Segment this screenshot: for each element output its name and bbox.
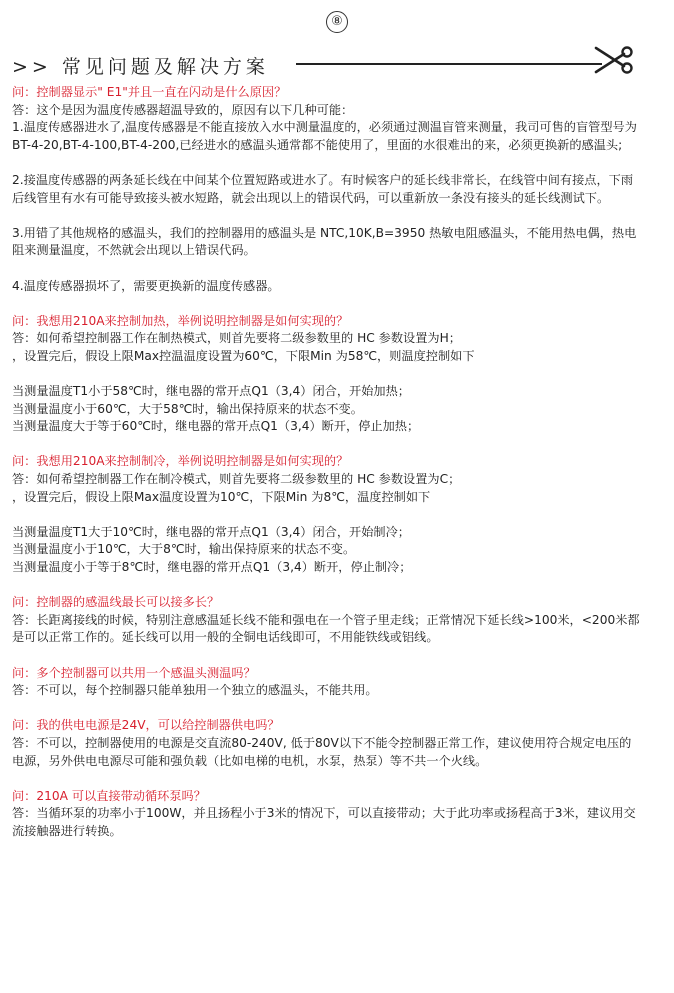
faq-answer: 答：当循环泵的功率小于100W，并且扬程小于3米的情况下，可以直接带动；大于此功率或扬程高于3米，建议用交流接触器进行转换。 (12, 806, 636, 838)
faq-answer: 当测量温度小于60℃，大于58℃时，输出保持原来的状态不变。 (12, 401, 363, 416)
faq-answer: 答：这个是因为温度传感器超温导致的，原因有以下几种可能： (12, 102, 354, 117)
paragraph-gap (12, 770, 640, 788)
faq-answer: 答：如何希望控制器工作在制冷模式，则首先要将二级参数里的 HC 参数设置为C； (12, 472, 461, 487)
faq-answer: ，设置完后，假设上限Max温度设置为10℃，下限Min 为8℃，温度控制如下 (12, 489, 431, 504)
faq-answer: 答：不可以，每个控制器只能单独用一个独立的感温头，不能共用。 (12, 683, 378, 698)
faq-answer: 3.用错了其他规格的感温头，我们的控制器用的感温头是 NTC,10K,B=3950 热敏电阻感温头，不能用热电偶，热电阻来测量温度，不然就会出现以上错误代码。 (12, 225, 637, 258)
faq-answer: 答：不可以，控制器使用的电源是交直流80-240V, 低于80V以下不能令控制器正常工作，建议使用符合规定电压的电源，另外供电电源尽可能和强负载（比如电梯的电机，水泵，热泵）等不共一个火线。 (12, 735, 632, 768)
faq-question: 问：我想用210A来控制制冷，举例说明控制器是如何实现的？ (12, 454, 349, 469)
scissors-icon (594, 44, 634, 76)
faq-answer: 当测量温度T1大于10℃时，继电器的常开点Q1（3,4）闭合，开始制冷； (12, 524, 410, 539)
faq-answer: ，设置完后，假设上限Max控温温度设置为60℃，下限Min 为58℃，则温度控制如下 (12, 348, 475, 363)
header-divider (296, 63, 602, 65)
faq-answer: 答：如何希望控制器工作在制热模式，则首先要将二级参数里的 HC 参数设置为H； (12, 331, 461, 346)
paragraph-gap (12, 506, 640, 524)
faq-question: 问：210A 可以直接带动循环泵吗？ (12, 788, 206, 803)
faq-answer: 当测量温度大于等于60℃时，继电器的常开点Q1（3,4）断开，停止加热； (12, 419, 420, 434)
faq-question: 问：控制器显示" E1"并且一直在闪动是什么原因？ (12, 85, 287, 99)
faq-answer: 当测量温度小于10℃，大于8℃时，输出保持原来的状态不变。 (12, 542, 356, 557)
section-title: >> 常见问题及解决方案 (12, 56, 269, 78)
paragraph-gap (12, 207, 640, 225)
paragraph-gap (12, 577, 640, 595)
faq-answer: 2.接温度传感器的两条延长线在中间某个位置短路或进水了。有时候客户的延长线非常长，在线管中间有接点，下雨后线管里有水有可能导致接头被水短路，就会出现以上的错误代码，可以重新放一条没有接头的延长线测试下。 (12, 172, 634, 205)
page-number-badge: ⑧ (326, 11, 348, 33)
faq-answer: 4.温度传感器损坏了，需要更换新的温度传感器。 (12, 278, 280, 293)
faq-answer: 当测量温度T1小于58℃时，继电器的常开点Q1（3,4）闭合，开始加热； (12, 384, 410, 399)
faq-answer: 当测量温度小于等于8℃时，继电器的常开点Q1（3,4）断开，停止制冷； (12, 560, 412, 575)
faq-content (12, 84, 640, 841)
paragraph-gap (12, 700, 640, 718)
paragraph-gap (12, 295, 640, 313)
section-header (12, 52, 634, 76)
faq-question: 问：我的供电电源是24V，可以给控制器供电吗？ (12, 718, 280, 733)
paragraph-gap (12, 436, 640, 454)
faq-answer: 1.温度传感器进水了,温度传感器是不能直接放入水中测量温度的，必须通过测温盲管来测量，我司可售的盲管型号为BT-4-20,BT-4-100,BT-4-200,已经进水的感温头通常都不能使用了，里面的水很难出的来，必须更换新的感温头; (12, 120, 637, 152)
faq-question: 问：控制器的感温线最长可以接多长？ (12, 595, 220, 610)
paragraph-gap (12, 366, 640, 384)
faq-answer: 答：长距离接线的时候，特别注意感温延长线不能和强电在一个管子里走线；正常情况下延长线>100米，<200米都是可以正常工作的。延长线可以用一般的全铜电话线即可，不用能铁线或铝线。 (12, 612, 640, 645)
faq-question: 问：多个控制器可以共用一个感温头测温吗？ (12, 665, 256, 680)
page-number (0, 10, 674, 33)
faq-question: 问：我想用210A来控制加热，举例说明控制器是如何实现的？ (12, 313, 349, 328)
paragraph-gap (12, 260, 640, 278)
paragraph-gap (12, 154, 640, 172)
paragraph-gap (12, 647, 640, 665)
